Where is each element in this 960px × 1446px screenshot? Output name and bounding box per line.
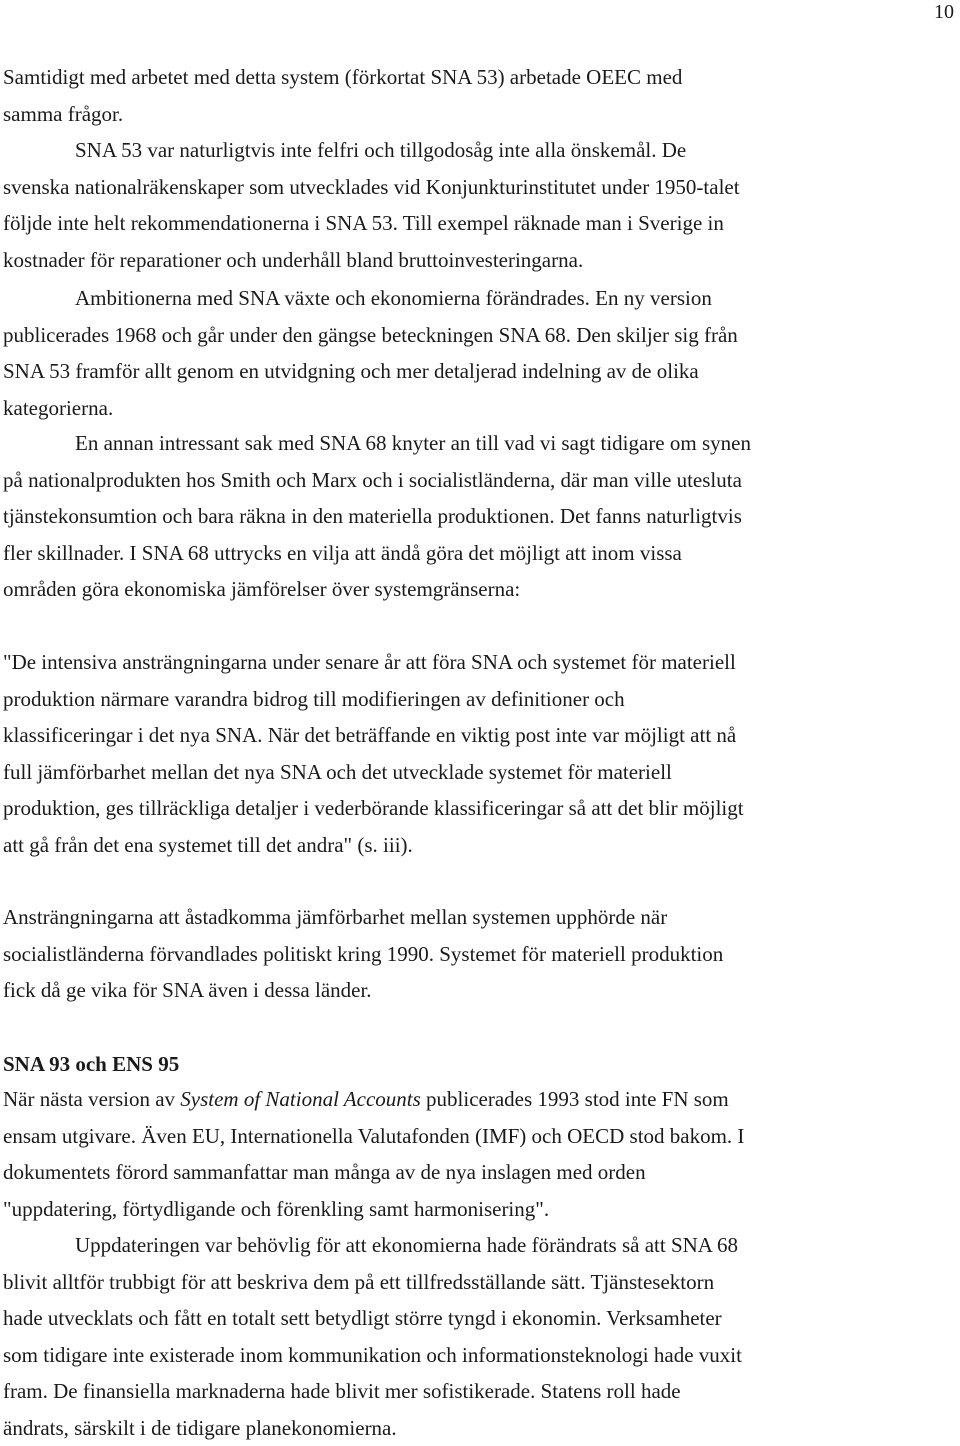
text-line: SNA 53 framför allt genom en utvidgning och mer detaljerad indelning av de olika [3,353,953,390]
text-line: fick då ge vika för SNA även i dessa länder. [3,972,953,1009]
text-run: När nästa version av [3,1087,180,1111]
section-heading: SNA 93 och ENS 95 [3,1046,953,1083]
text-line: på nationalprodukten hos Smith och Marx och i socialistländerna, där man ville utesluta [3,462,953,499]
text-line: Ansträngningarna att åstadkomma jämförbarhet mellan systemen upphörde när [3,899,953,936]
text-line: blivit alltför trubbigt för att beskriva dem på ett tillfredsställande sätt. Tjänstesektorn [3,1264,953,1301]
text-line: ensam utgivare. Även EU, Internationella Valutafonden (IMF) och OECD stod bakom. I [3,1118,953,1155]
text-line: En annan intressant sak med SNA 68 knyter an till vad vi sagt tidigare om synen [3,425,953,462]
text-line: klassificeringar i det nya SNA. När det beträffande en viktig post inte var möjligt att nå [3,717,953,754]
text-line: ändrats, särskilt i de tidigare planekonomierna. [3,1410,953,1446]
text-line: Uppdateringen var behövlig för att ekonomierna hade förändrats så att SNA 68 [3,1227,953,1264]
paragraph-6 [3,1081,953,1227]
text-line: socialistländerna förvandlades politiskt kring 1990. Systemet för materiell produktion [3,936,953,973]
text-line: Ambitionerna med SNA växte och ekonomierna förändrades. En ny version [3,280,953,317]
text-line: områden göra ekonomiska jämförelser över systemgränserna: [3,571,953,608]
text-line: fram. De finansiella marknaderna hade blivit mer sofistikerade. Statens roll hade [3,1373,953,1410]
text-line: kategorierna. [3,390,953,427]
text-line: produktion, ges tillräckliga detaljer i vederbörande klassificeringar så att det blir möjligt [3,790,953,827]
text-line: svenska nationalräkenskaper som utvecklades vid Konjunkturinstitutet under 1950-talet [3,169,953,206]
paragraph-1 [3,59,953,132]
text-line: tjänstekonsumtion och bara räkna in den materiella produktionen. Det fanns naturligtvis [3,498,953,535]
text-line: full jämförbarhet mellan det nya SNA och det utvecklade systemet för materiell [3,754,953,791]
paragraph-3 [3,280,953,426]
paragraph-5 [3,899,953,1009]
section-heading-block [3,1046,953,1083]
text-line: produktion närmare varandra bidrog till modifieringen av definitioner och [3,681,953,718]
text-line: kostnader för reparationer och underhåll bland bruttoinvesteringarna. [3,242,953,279]
page-number: 10 [934,0,954,24]
text-line [3,1081,953,1118]
paragraph-4 [3,425,953,608]
text-line: dokumentets förord sammanfattar man många av de nya inslagen med orden [3,1154,953,1191]
text-line: fler skillnader. I SNA 68 uttrycks en vilja att ändå göra det möjligt att inom vissa [3,535,953,572]
text-run: publicerades 1993 stod inte FN som [421,1087,729,1111]
text-line: hade utvecklats och fått en totalt sett betydligt större tyngd i ekonomin. Verksamheter [3,1300,953,1337]
text-line: "De intensiva ansträngningarna under senare år att föra SNA och systemet för materiell [3,644,953,681]
text-line: som tidigare inte existerade inom kommunikation och informationsteknologi hade vuxit [3,1337,953,1374]
text-line: att gå från det ena systemet till det andra" (s. iii). [3,827,953,864]
text-line: följde inte helt rekommendationerna i SNA 53. Till exempel räknade man i Sverige in [3,205,953,242]
text-line: samma frågor. [3,96,953,133]
paragraph-7 [3,1227,953,1446]
text-line: Samtidigt med arbetet med detta system (förkortat SNA 53) arbetade OEEC med [3,59,953,96]
text-line: SNA 53 var naturligtvis inte felfri och tillgodosåg inte alla önskemål. De [3,132,953,169]
text-line: publicerades 1968 och går under den gängse beteckningen SNA 68. Den skiljer sig från [3,317,953,354]
text-line: "uppdatering, förtydligande och förenkling samt harmonisering". [3,1191,953,1228]
quote-block [3,644,953,863]
paragraph-2 [3,132,953,278]
italic-title: System of National Accounts [180,1087,421,1111]
